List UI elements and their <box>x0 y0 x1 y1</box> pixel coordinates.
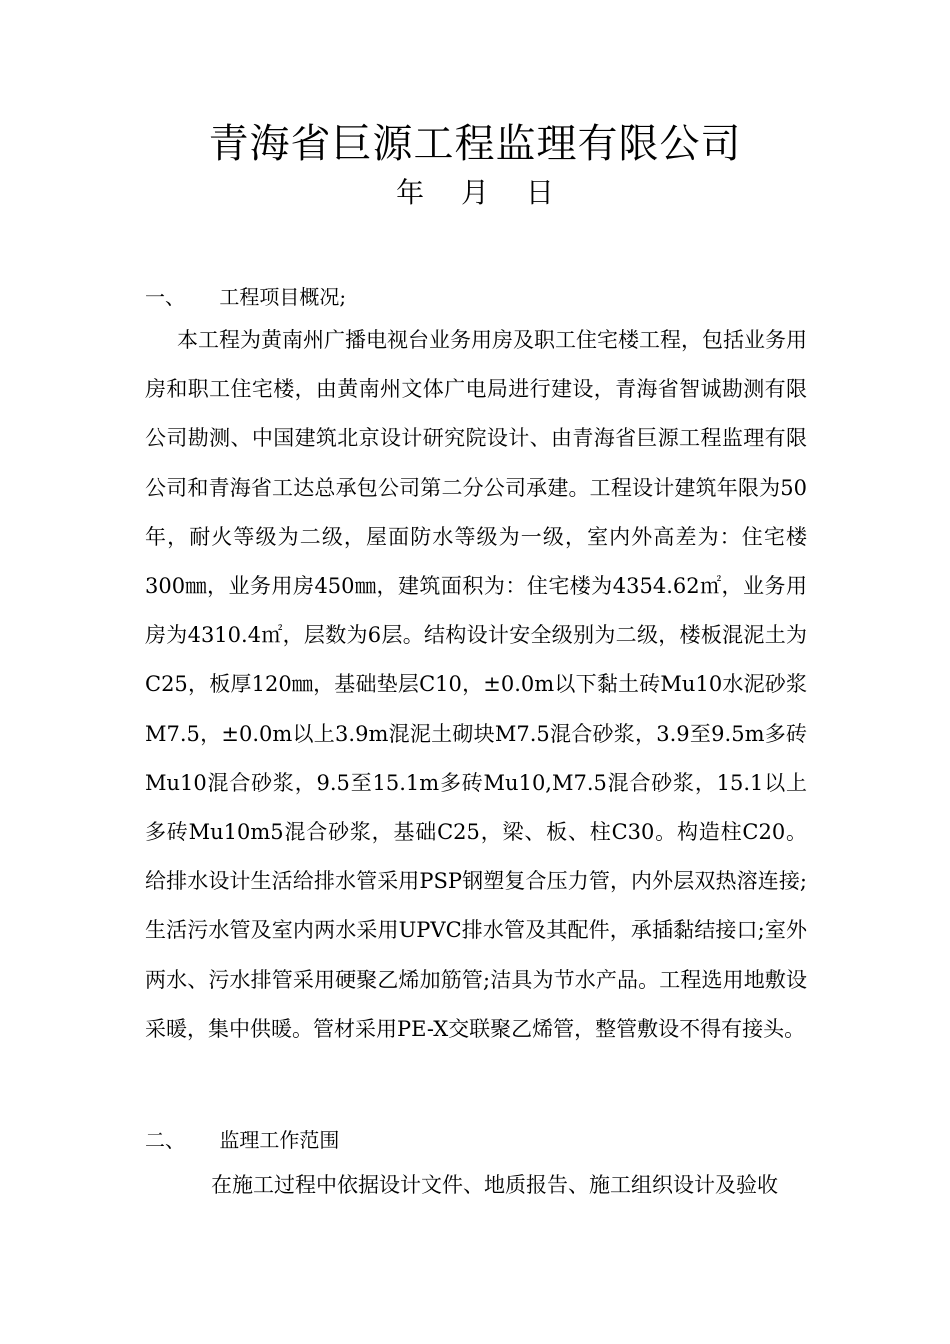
date-year: 年 <box>396 176 425 209</box>
section-paragraph-1: 本工程为黄南州广播电视台业务用房及职工住宅楼工程，包括业务用房和职工住宅楼，由黄南州文体广电局进行建设，青海省智诚勘测有限公司勘测、中国建筑北京设计研究院设计、由青海省巨源工程监理有限公司和青海省工达总承包公司第二分公司承建。工程设计建筑年限为50年，耐火等级为二级，屋面防水等级为一级，室内外高差为：住宅楼300㎜，业务用房450㎜，建筑面积为：住宅楼为4354.62㎡，业务用房为4310.4㎡，层数为6层。结构设计安全级别为二级，楼板混泥土为C25，板厚120㎜，基础垫层C10，±0.0m以下黏土砖Mu10水泥砂浆M7.5，±0.0m以上3.9m混泥土砌块M7.5混合砂浆，3.9至9.5m多砖Mu10混合砂浆，9.5至15.1m多砖Mu10,M7.5混合砂浆，15.1以上多砖Mu10m5混合砂浆，基础C25，梁、板、柱C30。构造柱C20。给排水设计生活给排水管采用PSP钢塑复合压力管，内外层双热溶连接;生活污水管及室内两水采用UPVC排水管及其配件，承插黏结接口;室外两水、污水排管采用硬聚乙烯加筋管;洁具为节水产品。工程选用地敷设采暖，集中供暖。管材采用PE-X交联聚乙烯管，整管敷设不得有接头。 <box>145 328 807 1041</box>
section-heading-1 <box>145 282 346 312</box>
date-line <box>0 174 950 212</box>
date-month: 月 <box>460 176 489 209</box>
date-day: 日 <box>525 176 554 209</box>
section-heading-2 <box>145 1125 339 1155</box>
section-number-1: 一、 <box>145 285 185 309</box>
section-number-2: 二、 <box>145 1128 185 1152</box>
section-title-1: 工程项目概况; <box>219 285 347 309</box>
section-paragraph-2: 在施工过程中依据设计文件、地质报告、施工组织设计及验收 <box>211 1173 778 1197</box>
company-title: 青海省巨源工程监理有限公司 <box>208 121 742 167</box>
section-title-2: 监理工作范围 <box>219 1128 340 1152</box>
